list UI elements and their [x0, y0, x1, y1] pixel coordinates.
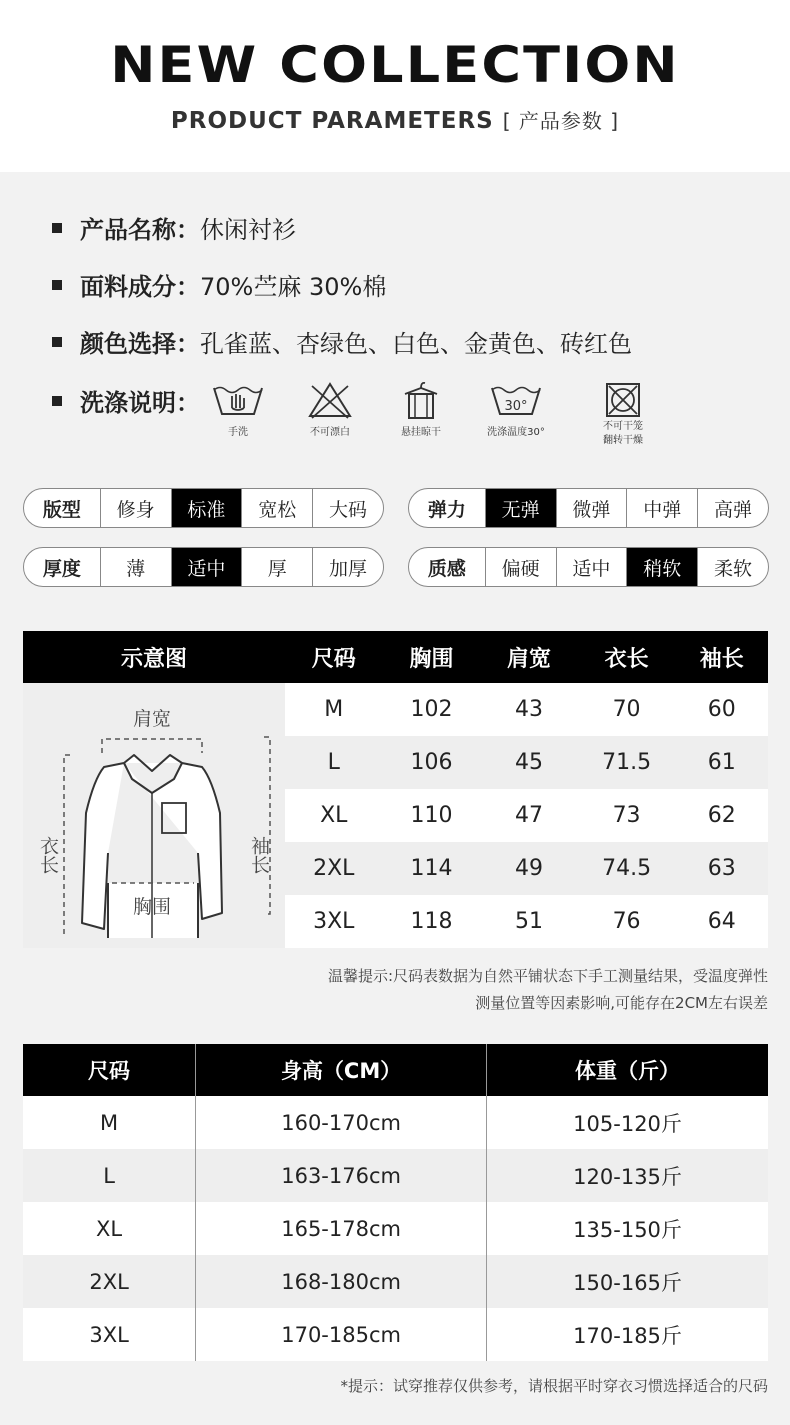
table-row: 3XL 170-185cm 170-185斤 — [23, 1308, 768, 1361]
attr-texture-option[interactable]: 柔软 — [697, 548, 768, 586]
attr-thickness-option[interactable]: 厚 — [241, 548, 312, 586]
attr-thickness-option[interactable]: 薄 — [100, 548, 171, 586]
attr-elasticity-option[interactable]: 微弹 — [556, 489, 627, 527]
table-row: XL 110 47 73 62 — [23, 789, 768, 842]
attr-texture-option-selected[interactable]: 稍软 — [626, 548, 697, 586]
size-table-header — [23, 631, 768, 683]
page-subtitle — [0, 105, 790, 134]
attr-fit-option[interactable]: 修身 — [100, 489, 171, 527]
attr-fit — [23, 488, 384, 528]
header-length: 衣长 — [578, 631, 676, 683]
shirt-diagram-icon — [24, 683, 284, 938]
care-wash-30: 30° 洗涤温度30° — [476, 380, 556, 440]
attr-thickness — [23, 547, 384, 587]
attr-fit-option[interactable]: 大码 — [312, 489, 383, 527]
header-diagram: 示意图 — [23, 631, 285, 683]
attr-texture-label: 质感 — [427, 557, 466, 580]
care-hang-dry: 悬挂晾干 — [381, 380, 461, 440]
table-row: 3XL 118 51 76 64 — [23, 895, 768, 948]
subtitle-en: PRODUCT PARAMETERS — [170, 108, 494, 134]
info-fabric: 面料成分：70%苎麻 30%棉 — [52, 267, 386, 302]
attr-thickness-label: 厚度 — [42, 557, 81, 580]
table-row: L 163-176cm 120-135斤 — [23, 1149, 768, 1202]
attr-texture — [408, 547, 769, 587]
fit-table — [23, 1044, 768, 1361]
bullet — [52, 337, 62, 347]
wash-30-icon — [488, 380, 544, 420]
svg-text:30°: 30° — [504, 399, 528, 414]
bullet — [52, 280, 62, 290]
table-row: 肩宽 衣长 袖长 胸围 M 102 43 70 60 — [23, 683, 768, 736]
care-no-bleach: 不可漂白 — [290, 380, 370, 440]
diagram-shoulder-label: 肩宽 — [132, 708, 171, 730]
diagram-sleeve-label: 袖长 — [247, 836, 270, 874]
fit-note: *提示：试穿推荐仅供参考，请根据平时穿衣习惯选择适合的尺码 — [340, 1377, 768, 1395]
header-size: 尺码 — [285, 631, 383, 683]
attr-elasticity-option[interactable]: 高弹 — [697, 489, 768, 527]
diagram-chest-label: 胸围 — [132, 896, 171, 918]
header-height: 身高（CM） — [196, 1044, 487, 1096]
table-row: L 106 45 71.5 61 — [23, 736, 768, 789]
bullet — [52, 223, 62, 233]
attr-elasticity-option[interactable]: 中弹 — [626, 489, 697, 527]
attr-texture-option[interactable]: 适中 — [556, 548, 627, 586]
attr-fit-option-selected[interactable]: 标准 — [171, 489, 242, 527]
attr-elasticity — [408, 488, 769, 528]
attr-thickness-option[interactable]: 加厚 — [312, 548, 383, 586]
header-sleeve: 袖长 — [676, 631, 768, 683]
attr-texture-option[interactable]: 偏硬 — [485, 548, 556, 586]
header-shoulder: 肩宽 — [480, 631, 577, 683]
page-title: NEW COLLECTION — [110, 36, 680, 94]
attr-elasticity-option-selected[interactable]: 无弹 — [485, 489, 556, 527]
info-colors: 颜色选择：孔雀蓝、杏绿色、白色、金黄色、砖红色 — [52, 324, 632, 359]
size-table — [23, 631, 768, 948]
table-row: 2XL 114 49 74.5 63 — [23, 842, 768, 895]
attr-elasticity-label: 弹力 — [427, 498, 466, 521]
table-row: XL 165-178cm 135-150斤 — [23, 1202, 768, 1255]
bullet — [52, 396, 62, 406]
care-no-tumble-dry: 不可干笼 翻转干燥 — [583, 380, 663, 448]
fit-table-header — [23, 1044, 768, 1096]
info-care: 洗涤说明： — [52, 383, 200, 418]
subtitle-zh: [ 产品参数 ] — [502, 109, 620, 133]
table-row: M 160-170cm 105-120斤 — [23, 1096, 768, 1149]
hang-dry-icon — [393, 380, 449, 420]
care-hand-wash: 手洗 — [198, 380, 278, 440]
measurement-note: 温馨提示:尺码表数据为自然平铺状态下手工测量结果，受温度弹性 测量位置等因素影响,可能存在2CM左右误差 — [327, 967, 768, 1012]
no-bleach-icon — [302, 380, 358, 420]
header-size: 尺码 — [23, 1044, 196, 1096]
attr-thickness-option-selected[interactable]: 适中 — [171, 548, 242, 586]
header — [0, 0, 790, 172]
table-row: 2XL 168-180cm 150-165斤 — [23, 1255, 768, 1308]
attr-fit-option[interactable]: 宽松 — [241, 489, 312, 527]
header-weight: 体重（斤） — [487, 1044, 768, 1096]
attr-fit-label: 版型 — [42, 498, 81, 521]
no-tumble-dry-icon — [595, 380, 651, 420]
header-chest: 胸围 — [383, 631, 481, 683]
hand-wash-icon — [210, 380, 266, 420]
info-product-name: 产品名称：休闲衬衫 — [52, 210, 296, 245]
shirt-diagram — [23, 683, 285, 948]
diagram-length-label: 衣长 — [36, 836, 59, 874]
